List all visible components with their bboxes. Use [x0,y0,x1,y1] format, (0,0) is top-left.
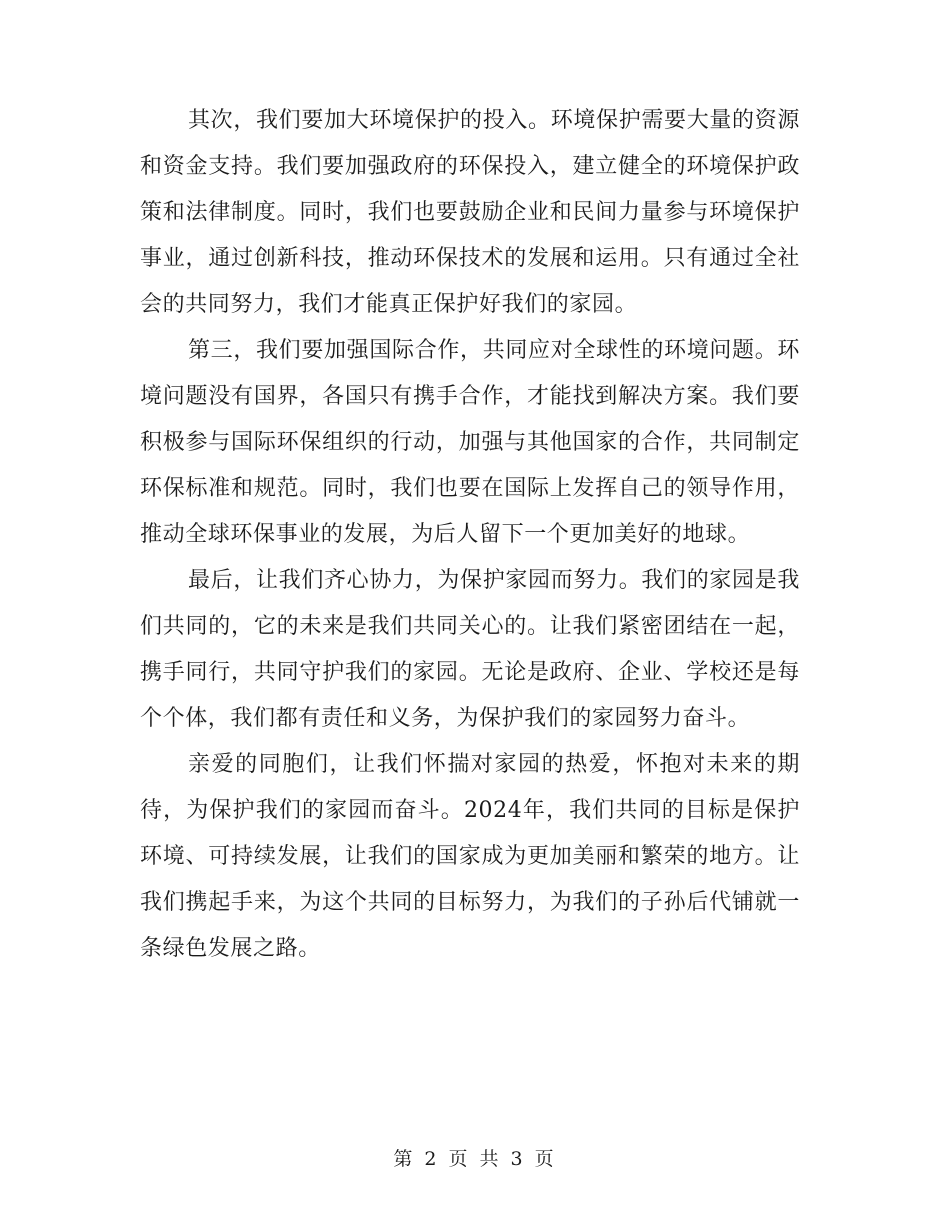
paragraph-investment: 其次，我们要加大环境保护的投入。环境保护需要大量的资源和资金支持。我们要加强政府的环保投入，建立健全的环境保护政策和法律制度。同时，我们也要鼓励企业和民间力量参与环境保护事业，通过创新科技，推动环保技术的发展和运用。只有通过全社会的共同努力，我们才能真正保护好我们的家园。 [140,108,800,317]
page-number-footer: 第 2 页 共 3 页 [393,1148,557,1170]
paragraph-closing-appeal: 亲爱的同胞们，让我们怀揣对家园的热爱，怀抱对未来的期待，为保护我们的家园而奋斗。2024年，我们共同的目标是保护环境、可持续发展，让我们的国家成为更加美丽和繁荣的地方。让我们携起手来，为这个共同的目标努力，为我们的子孙后代铺就一条绿色发展之路。 [140,752,800,961]
paragraph-unite-together: 最后，让我们齐心协力，为保护家园而努力。我们的家园是我们共同的，它的未来是我们共同关心的。让我们紧密团结在一起，携手同行，共同守护我们的家园。无论是政府、企业、学校还是每个个体，我们都有责任和义务，为保护我们的家园努力奋斗。 [140,568,800,731]
document-body [140,98,800,972]
paragraph-international-cooperation: 第三，我们要加强国际合作，共同应对全球性的环境问题。环境问题没有国界，各国只有携手合作，才能找到解决方案。我们要积极参与国际环保组织的行动，加强与其他国家的合作，共同制定环保标准和规范。同时，我们也要在国际上发挥自己的领导作用，推动全球环保事业的发展，为后人留下一个更加美好的地球。 [140,338,800,547]
